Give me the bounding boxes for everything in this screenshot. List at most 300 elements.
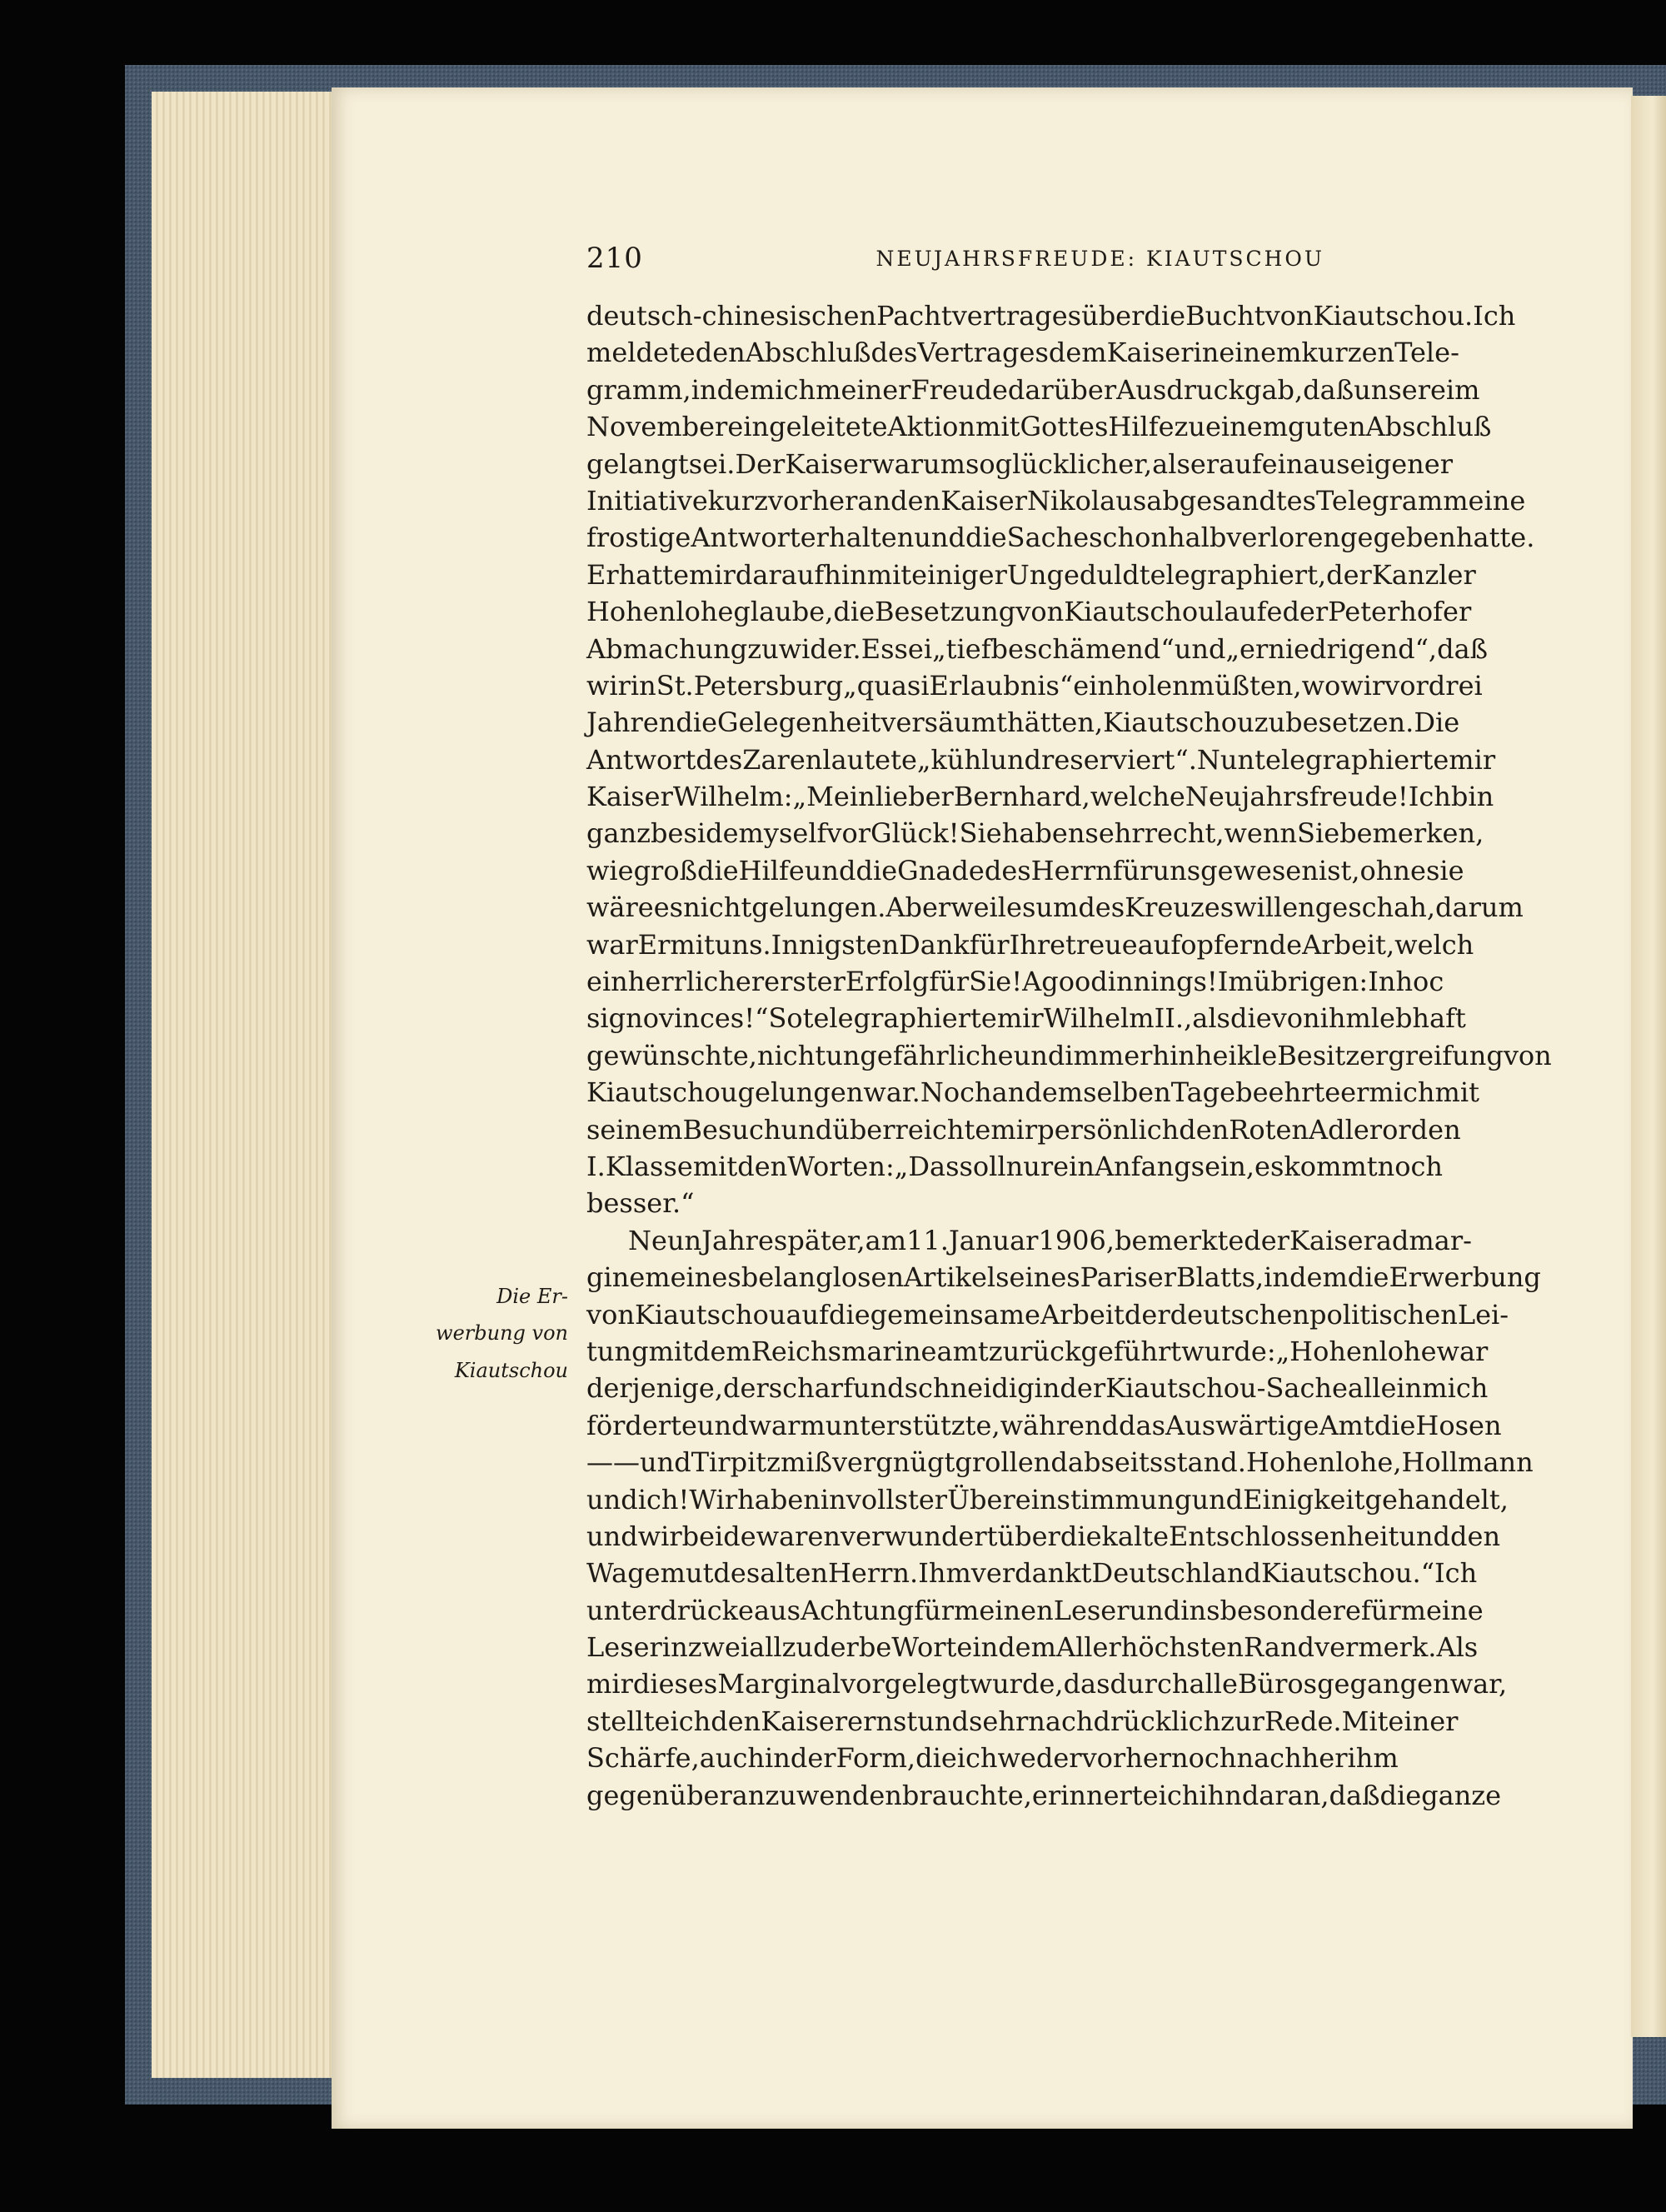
word: die: [829, 1298, 870, 1331]
word: Kreuzes: [1125, 891, 1235, 924]
word: Neun: [628, 1224, 702, 1256]
word: an: [857, 484, 891, 517]
word: war: [871, 447, 923, 480]
word: Initiative: [586, 484, 708, 517]
word: aufopfernde: [1137, 928, 1303, 961]
word: war: [1436, 1335, 1489, 1367]
word: die: [1374, 1409, 1416, 1441]
word: gemeinsame: [870, 1298, 1040, 1331]
word: und: [586, 1483, 638, 1515]
word: noch: [1171, 1742, 1237, 1775]
word: unterstützte,: [825, 1409, 1000, 1441]
word: frostige: [586, 522, 691, 554]
word: in: [820, 1483, 846, 1515]
page-number: 210: [586, 242, 643, 275]
text-line: [586, 446, 1453, 482]
word: hoc: [1395, 966, 1444, 998]
word: drei: [1428, 669, 1483, 702]
word: gegenüber: [586, 1779, 732, 1811]
word: I.: [586, 1150, 606, 1182]
word: 11.: [906, 1224, 949, 1256]
word: den: [737, 1150, 788, 1182]
word: Büros: [1237, 1668, 1318, 1700]
word: stellte: [586, 1705, 671, 1737]
word: daran,: [1241, 1779, 1329, 1811]
word: Freude: [910, 373, 1008, 406]
word: Jahre: [701, 1224, 774, 1256]
word: darum: [1435, 891, 1524, 924]
word: telegraphierte: [802, 1002, 997, 1035]
body-text: [586, 297, 1552, 1814]
word: So: [768, 1002, 803, 1035]
word: insbesondere: [1180, 1594, 1361, 1626]
word: und: [1013, 1039, 1065, 1071]
word: Lei-: [1457, 1298, 1509, 1331]
word: Die: [1414, 707, 1460, 739]
text-line: [586, 1222, 1472, 1259]
word: Sie: [959, 817, 1002, 850]
word: war.: [863, 1076, 920, 1109]
word: zur: [1220, 1705, 1264, 1737]
word: der: [1124, 1298, 1170, 1331]
word: deutsch-chinesischen: [586, 300, 877, 332]
word: dem: [998, 1631, 1056, 1664]
word: für: [1360, 1594, 1401, 1626]
word: Er: [637, 928, 671, 961]
word: sie: [1425, 854, 1464, 886]
word: warm: [748, 1409, 826, 1441]
text-line: [586, 593, 1472, 630]
word: „kühl: [916, 743, 990, 776]
word: Besitzergreifung: [1277, 1039, 1504, 1071]
word: ein: [586, 966, 628, 998]
word: sei.: [688, 447, 736, 480]
word: Tirpitz: [691, 1446, 781, 1479]
word: unterdrücke: [586, 1594, 754, 1626]
word: an: [991, 1076, 1025, 1109]
word: daß: [1437, 632, 1489, 665]
word: von: [1264, 300, 1314, 332]
word: ich!: [637, 1483, 690, 1515]
marginal-note-line: Die Er-: [496, 1285, 568, 1308]
word: Sie!: [969, 966, 1023, 998]
word: aus: [1303, 447, 1350, 480]
word: ich: [775, 373, 816, 406]
word: kurz: [707, 484, 768, 517]
word: war,: [1449, 1668, 1508, 1700]
word: es: [1006, 891, 1036, 924]
word: derjenige,: [586, 1372, 724, 1405]
word: seinem: [586, 1113, 683, 1146]
word: dem: [1048, 337, 1107, 369]
word: er: [1190, 447, 1220, 480]
word: vorgelegt: [840, 1668, 970, 1700]
word: Peterhofer: [1328, 596, 1472, 628]
word: einem: [1205, 411, 1289, 443]
word: als: [1192, 1002, 1230, 1035]
word: Arbeit: [1040, 1298, 1125, 1331]
word: Wir: [689, 1483, 738, 1515]
text-line: [586, 963, 1444, 1000]
page-header: [586, 242, 1324, 283]
word: Schärfe,: [586, 1742, 700, 1775]
word: allein: [1347, 1372, 1423, 1405]
word: kurzen: [1301, 337, 1395, 369]
word: Ungeduld: [1006, 558, 1140, 591]
word: myself: [738, 817, 827, 850]
word: sein,: [1190, 1150, 1255, 1182]
word: dieses: [632, 1668, 718, 1700]
word: good: [1041, 966, 1108, 998]
word: mir: [996, 1002, 1044, 1035]
word: ich: [1158, 1779, 1200, 1811]
word: meine: [1400, 1594, 1484, 1626]
word: grollend: [955, 1446, 1068, 1479]
word: zurückgeführt: [988, 1335, 1182, 1367]
word: erinnerte: [1031, 1779, 1159, 1811]
word: von: [586, 1298, 635, 1331]
word: „Hohenlohe: [1275, 1335, 1437, 1367]
word: daß: [1303, 373, 1354, 406]
word: politischen: [1309, 1298, 1458, 1331]
word: „Mein: [792, 781, 875, 813]
word: Aktion: [887, 411, 976, 443]
word: um: [1035, 891, 1079, 924]
word: Er: [586, 558, 619, 591]
word: Zaren: [742, 743, 823, 776]
word: ohne: [1359, 854, 1426, 886]
word: ist,: [1318, 854, 1360, 886]
word: die: [1230, 1002, 1272, 1035]
word: den: [1179, 1113, 1230, 1146]
word: wie: [586, 854, 634, 886]
word: wurde,: [969, 1668, 1064, 1700]
word: mit: [648, 1335, 693, 1367]
text-line: [586, 852, 1464, 889]
word: und: [586, 1520, 638, 1552]
word: verlorengegeben: [1226, 522, 1456, 554]
word: zu: [1254, 707, 1286, 739]
word: Gnade: [897, 854, 985, 886]
word: recht,: [1144, 817, 1225, 850]
word: Pachtvertrages: [876, 300, 1082, 332]
word: halb: [1167, 522, 1227, 554]
word: nachher: [1236, 1742, 1348, 1775]
word: Kaiser: [586, 781, 673, 813]
word: gewünschte,: [586, 1039, 757, 1071]
word: derbe: [813, 1631, 892, 1664]
text-line: [586, 1592, 1484, 1629]
word: die: [855, 854, 898, 886]
word: laufe: [1215, 596, 1283, 628]
word: vorher: [1081, 1742, 1172, 1775]
word: mir: [990, 1113, 1038, 1146]
word: auf: [786, 1298, 829, 1331]
word: treue: [1065, 928, 1138, 961]
word: die: [1144, 300, 1186, 332]
word: und: [804, 854, 856, 886]
word: gelungen: [737, 1076, 864, 1109]
word: Jahren: [586, 707, 676, 739]
word: für: [914, 1594, 955, 1626]
word: Tage: [1170, 1076, 1236, 1109]
word: der: [1060, 1372, 1106, 1405]
word: Entschlossenheit: [1169, 1520, 1399, 1552]
word: gramm,: [586, 373, 691, 406]
word: Mit: [1341, 1705, 1389, 1737]
word: hätten,: [1006, 707, 1104, 739]
word: ein: [1053, 1150, 1095, 1182]
word: Wilhelm:: [672, 781, 793, 813]
word: Hohenlohe: [586, 596, 734, 628]
word: dem: [693, 1335, 751, 1367]
word: und: [1191, 1483, 1244, 1515]
word: Worten:: [787, 1150, 895, 1182]
text-line: [586, 1555, 1478, 1591]
word: Nun: [1196, 743, 1255, 776]
word: Artikels: [904, 1261, 1010, 1294]
word: Wagemut: [586, 1557, 714, 1590]
marginal-note-line: Kiautschou: [454, 1358, 568, 1382]
word: ihm: [1319, 1002, 1371, 1035]
word: mit: [1434, 1076, 1479, 1109]
word: Hollmann: [1401, 1446, 1534, 1479]
word: —: [613, 1446, 640, 1479]
word: hatte.: [1455, 522, 1535, 554]
word: Anfang: [1094, 1150, 1191, 1182]
word: nachdrücklich: [1028, 1705, 1221, 1737]
word: den: [890, 484, 941, 517]
word: daraufhin: [735, 558, 867, 591]
word: einholen: [1073, 669, 1190, 702]
text-line: [586, 889, 1524, 926]
word: hatte: [618, 558, 689, 591]
word: Hilfe: [1108, 411, 1175, 443]
word: verwundert: [840, 1520, 998, 1552]
word: schon: [1089, 522, 1168, 554]
word: Sache: [1006, 522, 1090, 554]
word: mit: [975, 411, 1020, 443]
word: sehr: [1085, 817, 1145, 850]
word: glücklicher,: [995, 447, 1153, 480]
word: auch: [699, 1742, 765, 1775]
word: Besuch: [682, 1113, 781, 1146]
word: Marginal: [717, 1668, 841, 1700]
word: Herrn: [1030, 854, 1113, 886]
word: und: [917, 1705, 969, 1737]
word: einiger: [911, 558, 1007, 591]
word: alle: [1189, 1668, 1238, 1700]
word: welch: [1394, 928, 1474, 961]
word: so: [965, 447, 995, 480]
word: Ihm: [918, 1557, 971, 1590]
word: meiner: [816, 373, 911, 406]
text-line: [586, 1148, 1444, 1185]
word: abseits: [1067, 1446, 1164, 1479]
word: in: [1193, 337, 1220, 369]
word: mit: [866, 558, 912, 591]
word: lautete: [822, 743, 917, 776]
word: von: [1015, 596, 1065, 628]
word: beide: [681, 1520, 756, 1552]
word: Im: [1217, 966, 1254, 998]
word: meinen: [954, 1594, 1054, 1626]
text-line: [586, 1740, 1399, 1776]
text-line: [586, 557, 1476, 593]
word: weil: [950, 891, 1006, 924]
word: besetzen.: [1285, 707, 1414, 739]
word: das: [1119, 1409, 1166, 1441]
word: beside: [651, 817, 739, 850]
word: wo: [1301, 669, 1341, 702]
word: nur: [1005, 1150, 1054, 1182]
word: stand.Hohenlohe,: [1163, 1446, 1402, 1479]
word: bemerken,: [1339, 817, 1484, 850]
text-line: [586, 1074, 1479, 1111]
word: überreichte: [832, 1113, 991, 1146]
word: des: [713, 1557, 761, 1590]
text-line: [586, 1407, 1502, 1444]
word: mich: [1422, 1372, 1489, 1405]
word: Arbeit,: [1302, 928, 1395, 961]
word: gelungen.: [751, 891, 886, 924]
word: scharf: [768, 1372, 853, 1405]
text-line: [586, 1185, 1324, 1221]
word: und: [990, 743, 1042, 776]
word: vollster: [845, 1483, 948, 1515]
word: von: [1271, 1002, 1320, 1035]
word: Kaiser: [761, 1705, 848, 1737]
word: November: [586, 411, 728, 443]
word: mir: [586, 1668, 633, 1700]
word: und: [781, 1113, 833, 1146]
word: Ihre: [1009, 928, 1066, 961]
word: lebhaft: [1370, 1002, 1466, 1035]
word: eines: [670, 1261, 741, 1294]
word: haben: [1001, 817, 1085, 850]
word: Erwerbung: [1389, 1261, 1541, 1294]
word: den: [695, 337, 746, 369]
word: die: [1379, 1779, 1422, 1811]
word: mißvergnügt: [781, 1446, 955, 1479]
word: lieber: [875, 781, 954, 813]
word: die: [1347, 1261, 1389, 1294]
word: daß: [1329, 1779, 1380, 1811]
word: heikle: [1195, 1039, 1278, 1071]
word: Januar: [948, 1224, 1039, 1256]
word: eine: [1468, 484, 1526, 517]
word: Antwort: [586, 743, 696, 776]
text-line: [586, 1000, 1466, 1036]
word: ginem: [586, 1261, 671, 1294]
word: signo: [586, 1002, 660, 1035]
word: über: [1081, 300, 1145, 332]
page-block-edges: [152, 92, 361, 2078]
word: durch: [1110, 1668, 1190, 1700]
text-line: [586, 297, 1516, 334]
word: mar-: [1409, 1224, 1472, 1256]
word: des: [870, 337, 918, 369]
text-line: [586, 519, 1535, 556]
text-line: [586, 1444, 1534, 1480]
word: bin: [1450, 781, 1494, 813]
word: deutschen: [1170, 1298, 1310, 1331]
word: Kiautschou.: [1313, 300, 1474, 332]
text-line: [586, 1111, 1461, 1148]
word: den: [1450, 1520, 1501, 1552]
word: vor: [826, 817, 871, 850]
word: In: [1368, 966, 1396, 998]
word: „erniedrigend“,: [1225, 632, 1438, 665]
word: allzu: [749, 1631, 814, 1664]
word: haben: [737, 1483, 821, 1515]
word: waren: [756, 1520, 841, 1552]
word: zuwider.: [747, 632, 861, 665]
text-line: [586, 1703, 1459, 1740]
word: ganze: [1421, 1779, 1502, 1811]
word: Worte: [891, 1631, 973, 1664]
word: Es: [860, 632, 895, 665]
word: guten: [1288, 411, 1366, 443]
word: dem: [716, 373, 776, 406]
word: abgesandtes: [1146, 484, 1317, 517]
word: wenn: [1224, 817, 1298, 850]
word: in: [691, 373, 717, 406]
word: Wilhelm: [1043, 1002, 1155, 1035]
text-line: [586, 1518, 1501, 1555]
word: ernst: [847, 1705, 918, 1737]
word: ganz: [586, 817, 651, 850]
word: erster: [764, 966, 845, 998]
text-line: [586, 1296, 1509, 1333]
word: wurde:: [1181, 1335, 1276, 1367]
word: uns.: [714, 928, 771, 961]
word: beehrte: [1235, 1076, 1341, 1109]
word: wir: [586, 669, 631, 702]
word: und: [696, 1409, 749, 1441]
word: Innigsten: [771, 928, 900, 961]
word: mich: [1369, 1076, 1435, 1109]
word: Allerhöchsten: [1055, 1631, 1244, 1664]
word: für: [969, 928, 1010, 961]
word: erhalten: [800, 522, 915, 554]
running-title: NEUJAHRSFREUDE: KIAUTSCHOU: [875, 247, 1324, 271]
word: in: [972, 1631, 999, 1664]
word: von: [1503, 1039, 1552, 1071]
word: und: [852, 1372, 905, 1405]
word: persönlich: [1037, 1113, 1180, 1146]
word: mit: [692, 1150, 738, 1182]
word: die: [965, 522, 1007, 554]
word: II.,: [1154, 1002, 1193, 1035]
text-line: [586, 704, 1460, 741]
text-line: [586, 778, 1494, 815]
text-line: [586, 1370, 1489, 1406]
word: ad: [1375, 1224, 1409, 1256]
word: Achtung: [801, 1594, 915, 1626]
word: Abmachung: [586, 632, 748, 665]
word: Sie: [1297, 817, 1340, 850]
word: war: [586, 928, 638, 961]
word: und: [640, 1446, 691, 1479]
word: Reichsmarineamt: [751, 1335, 989, 1367]
word: alten: [760, 1557, 828, 1590]
word: der: [723, 1372, 769, 1405]
word: Bucht: [1185, 300, 1265, 332]
word: anzuwenden: [731, 1779, 902, 1811]
word: der: [1244, 1224, 1289, 1256]
word: wir: [637, 1520, 682, 1552]
